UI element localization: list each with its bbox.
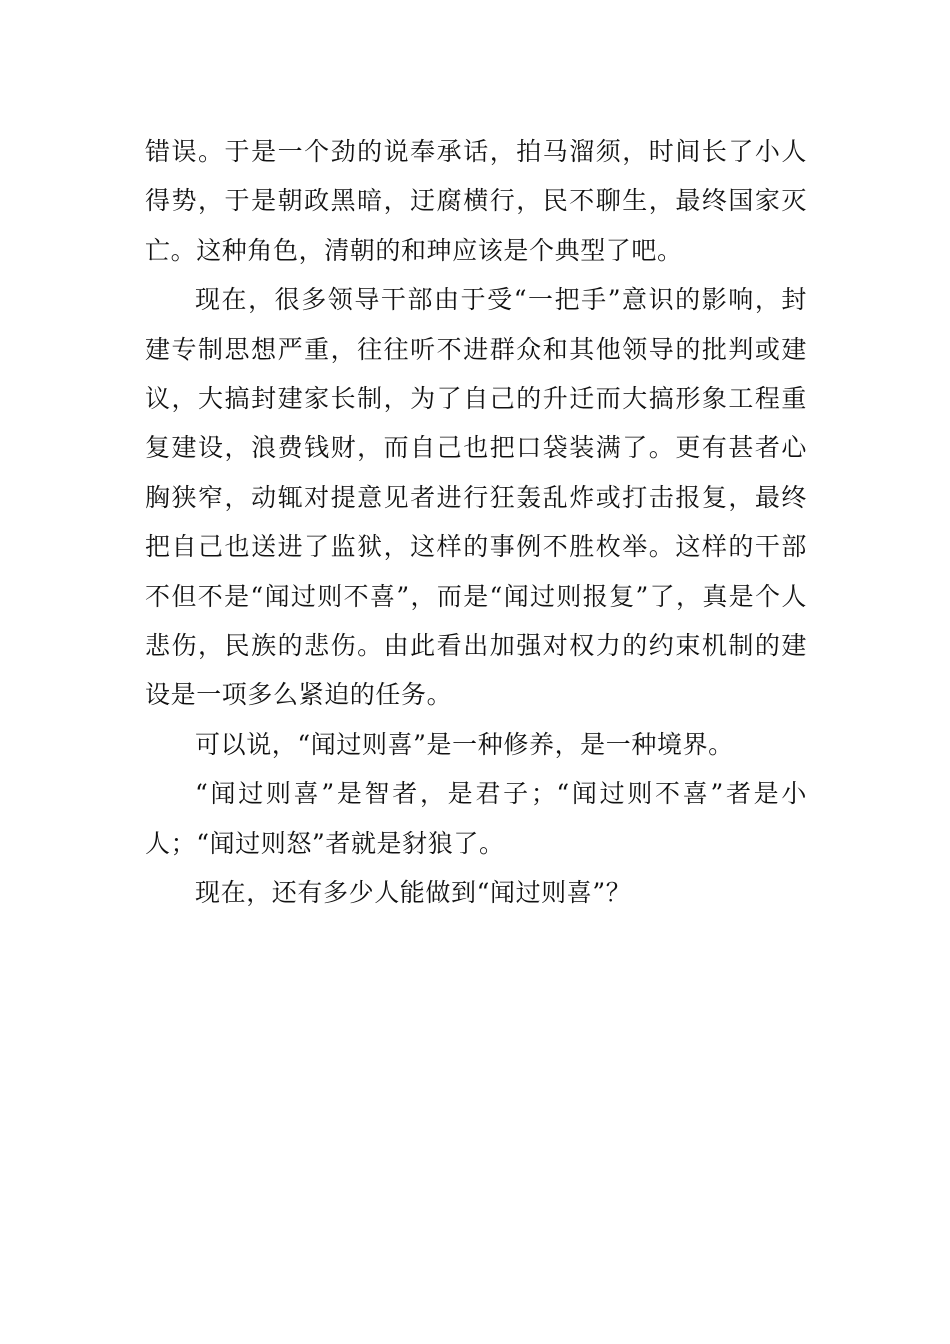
paragraph-5: 现在，还有多少人能做到“闻过则喜”？ <box>195 878 632 908</box>
document-page <box>145 127 807 918</box>
paragraph-3: 可以说，“闻过则喜”是一种修养，是一种境界。 <box>195 729 734 759</box>
paragraph-2: 现在，很多领导干部由于受“一把手”意识的影响，封建专制思想严重，往往听不进群众和其他领导的批判或建议，大搞封建家长制，为了自己的升迁而大搞形象工程重复建设，浪费钱财，而自己也把口袋装满了。更有甚者心胸狭窄，动辄对提意见者进行狂轰乱炸或打击报复，最终把自己也送进了监狱，这样的事例不胜枚举。这样的干部不但不是“闻过则不喜”，而是“闻过则报复”了，真是个人悲伤，民族的悲伤。由此看出加强对权力的约束机制的建设是一项多么紧迫的任务。 <box>145 285 807 710</box>
paragraph-1: 错误。于是一个劲的说奉承话，拍马溜须，时间长了小人得势，于是朝政黑暗，迂腐横行，民不聊生，最终国家灭亡。这种角色，清朝的和珅应该是个典型了吧。 <box>145 137 807 265</box>
paragraph-4: “闻过则喜”是智者，是君子；“闻过则不喜”者是小人；“闻过则怒”者就是豺狼了。 <box>145 779 807 858</box>
